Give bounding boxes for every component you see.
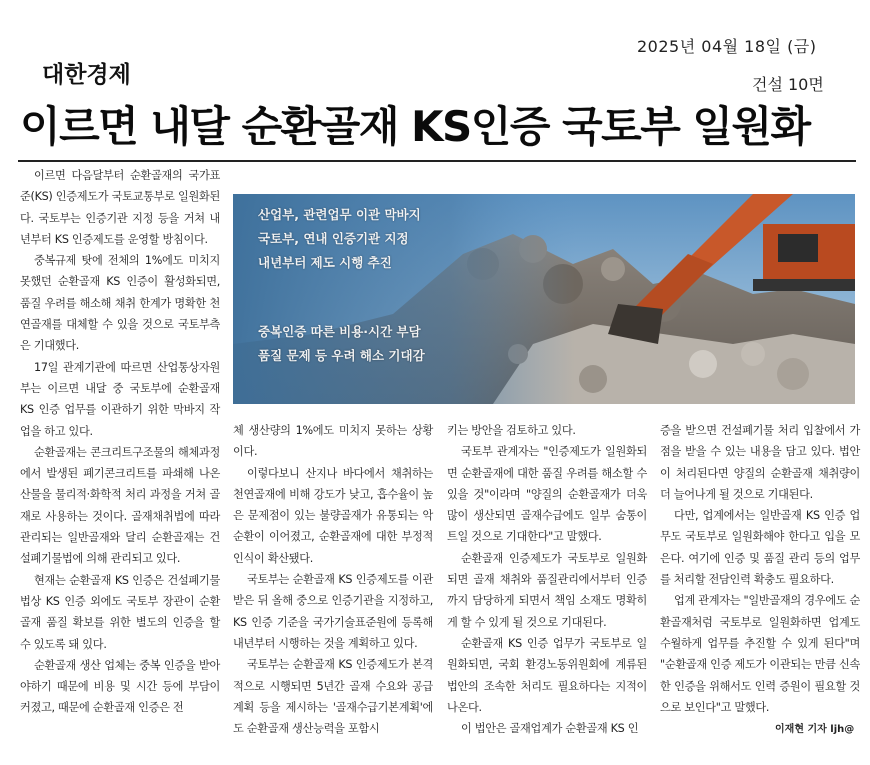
paragraph: 중복규제 탓에 전체의 1%에도 미치지 못했던 순환골재 KS 인증이 활성화되면, 품질 우려를 해소해 채취 한계가 명확한 천연골재를 대체할 수 있을 것으로 국토부측은 기대했다. xyxy=(20,254,220,353)
paragraph: 업계 관계자는 "일반골재의 경우에도 순환골재처럼 국토부로 일원화하면 업계도 수월하게 업무를 추진할 수 있게 된다"며 "순환골재 인증 제도가 이관되는 만큼 신속한 인증을 위해서도 인력 증원이 필요할 것으로 보인다"고 말했다. xyxy=(660,594,860,714)
paragraph: 국토부 관계자는 "인증제도가 일원화되면 순환골재에 대한 품질 우려를 해소할 수 있을 것"이라며 "양질의 순환골재가 더욱 많이 생산되면 골재수급에도 일부 숨통이 트일 것으로 기대한다"고 말했다. xyxy=(447,445,647,544)
publication-date: 2025년 04월 18일 (금) xyxy=(637,37,817,56)
paragraph: 키는 방안을 검토하고 있다. xyxy=(447,424,576,437)
paragraph: 현재는 순환골재 KS 인증은 건설폐기물법상 KS 인증 외에도 국토부 장관이 순환골재 품질 확보를 위한 별도의 인증을 할 수 있도록 돼 있다. xyxy=(20,573,220,651)
paragraph: 17일 관계기관에 따르면 산업통상자원부는 이르면 내달 중 국토부에 순환골재 KS 인증 업무를 이관하기 위한 막바지 작업을 하고 있다. xyxy=(20,360,220,438)
paragraph: 이렇다보니 산지나 바다에서 채취하는 천연골재에 비해 강도가 낮고, 흡수율이 높은 문제점이 있는 불량골재가 유통되는 악순환이 이어졌고, 순환골재에 대한 부정적 인식이 확산됐다. xyxy=(233,466,433,565)
reporter-byline: 이재현 기자 ljh@ xyxy=(775,724,855,735)
subheadline-group-1 xyxy=(258,203,421,275)
headline-divider xyxy=(18,160,856,162)
article-column-3 xyxy=(447,420,647,739)
subheadline-group-2 xyxy=(258,320,425,368)
paragraph: 순환골재 생산 업체는 중복 인증을 받아야하기 때문에 비용 및 시간 등에 부담이 커졌고, 때문에 순환골재 인증은 전 xyxy=(20,658,220,715)
paragraph: 이르면 다음달부터 순환골재의 국가표준(KS) 인증제도가 국토교통부로 일원화된다. 국토부는 인증기관 지정 등을 거쳐 내년부터 KS 인증제도를 운영할 방침이다. xyxy=(20,169,220,246)
paragraph: 순환골재 인증제도가 국토부로 일원화되면 골재 채취와 품질관리에서부터 인증까지 담당하게 되면서 책임 소재도 명확히게 할 수 있게 될 것으로 기대된다. xyxy=(447,551,647,629)
section-page: 건설 10면 xyxy=(752,75,824,94)
subheadline-line: 산업부, 관련업무 이관 막바지 xyxy=(258,207,421,222)
paragraph: 국토부는 순환골재 KS 인증제도를 이관받은 뒤 올해 중으로 인증기관을 지정하고, KS 인증 기준을 국가기술표준원에 등록해 내년부터 시행하는 것을 계획하고 있다. xyxy=(233,573,433,650)
subheadline-line: 국토부, 연내 인증기관 지정 xyxy=(258,231,409,246)
subheadline-line: 품질 문제 등 우려 해소 기대감 xyxy=(258,348,425,363)
paragraph: 국토부는 순환골재 KS 인증제도가 본격적으로 시행되면 5년간 골재 수요와 공급계획 등을 제시하는 '골재수급기본계획'에도 순환골재 생산능력을 포함시 xyxy=(233,658,433,736)
subheadline-line: 내년부터 제도 시행 추진 xyxy=(258,255,392,270)
article-column-1 xyxy=(20,165,220,719)
paragraph: 순환골재는 콘크리트구조물의 해체과정에서 발생된 폐기콘크리트를 파쇄해 나온 산물을 물리적·화학적 처리 과정을 거쳐 골재로 사용하는 것이다. 골재채취법에 따라 관리되는 일반골재와 달리 순환골재는 건설폐기물법에 의해 관리되고 있다. xyxy=(20,445,220,566)
article-column-2 xyxy=(233,420,433,739)
paragraph: 증을 받으면 건설폐기물 처리 입찰에서 가점을 받을 수 있는 내용을 담고 있다. 법안이 처리된다면 양질의 순환골재 채취량이 더 늘어나게 될 것으로 기대된다. xyxy=(660,424,860,501)
subheadline-line: 중복인증 따른 비용·시간 부담 xyxy=(258,324,421,339)
paragraph: 다만, 업계에서는 일반골재 KS 인증 업무도 국토부로 일원화해야 한다고 입을 모은다. 여기에 인증 및 품질 관리 등의 업무를 처리할 전담인력 확충도 필요하다. xyxy=(660,509,860,587)
article-column-4 xyxy=(660,420,860,718)
newspaper-name: 대한경제 xyxy=(42,62,131,88)
headline: 이르면 내달 순환골재 KS인증 국토부 일원화 xyxy=(20,102,810,151)
paragraph: 순환골재 KS 인증 업무가 국토부로 일원화되면, 국회 환경노동위원회에 계류된 법안의 조속한 처리도 필요하다는 지적이 나온다. xyxy=(447,636,647,714)
paragraph: 이 법안은 골재업계가 순환골재 KS 인 xyxy=(461,722,639,736)
paragraph: 체 생산량의 1%에도 미치지 못하는 상황이다. xyxy=(233,424,433,459)
